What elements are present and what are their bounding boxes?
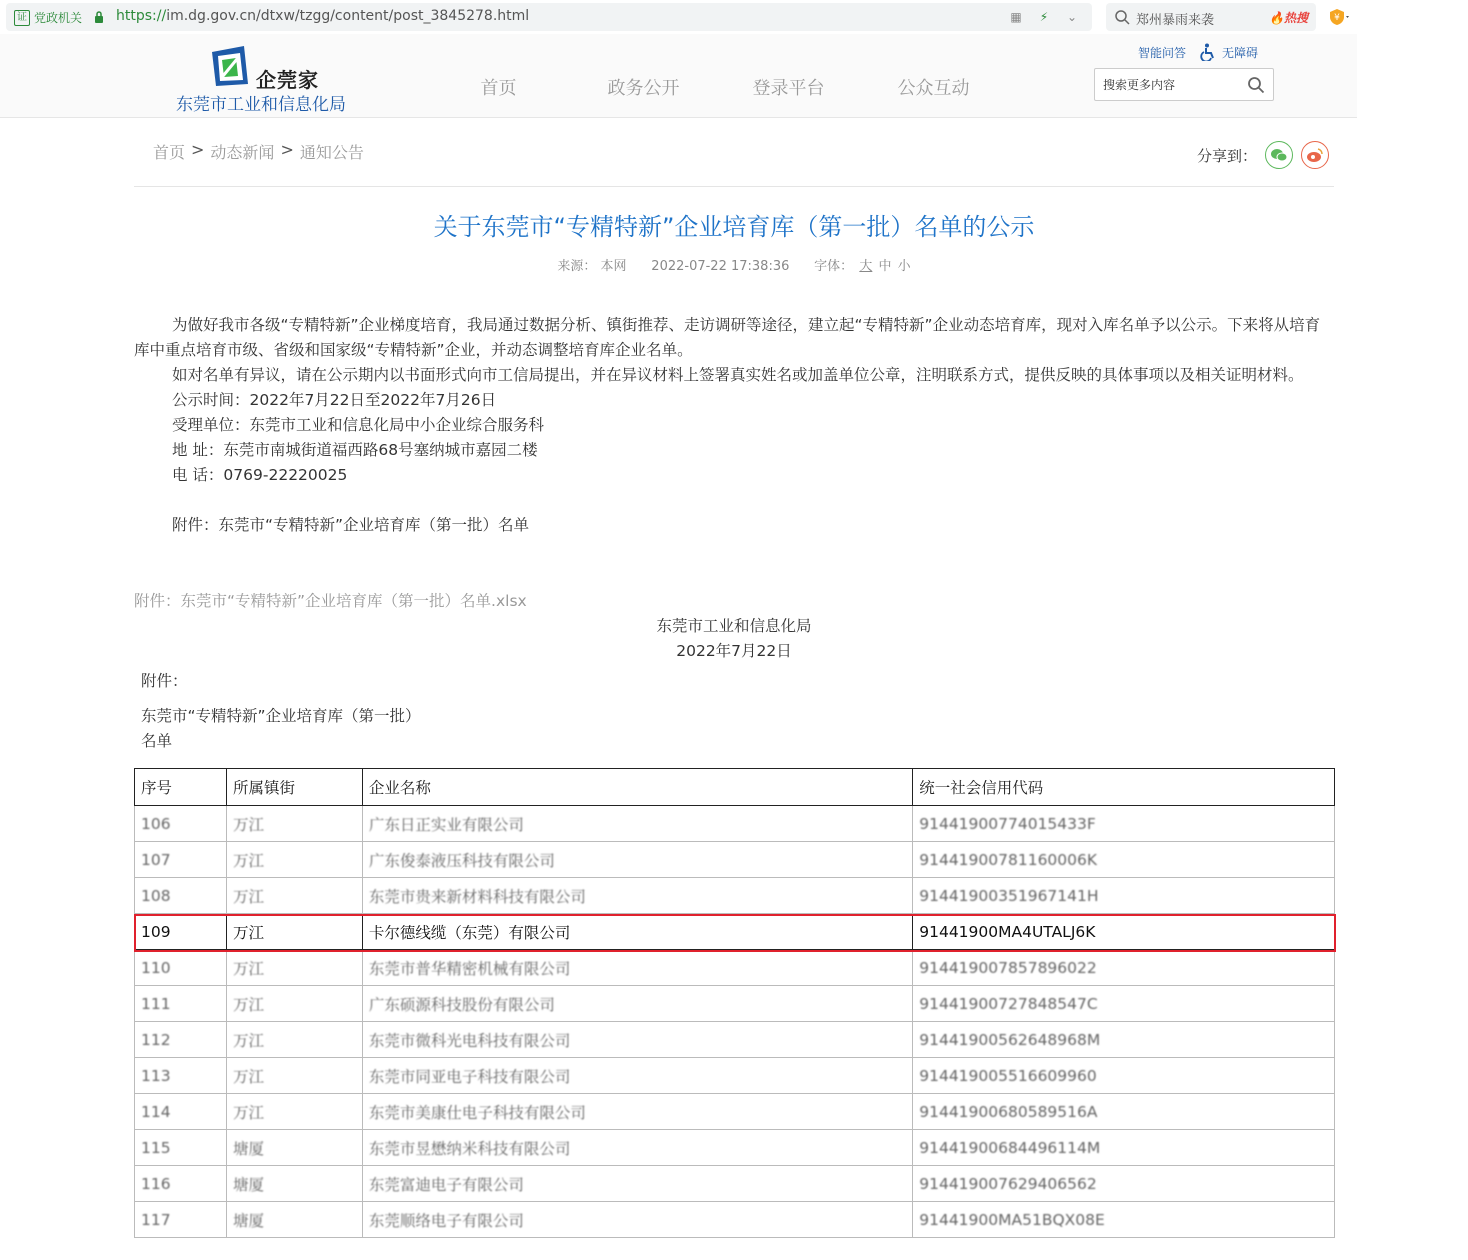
- cell-town: 万江: [226, 806, 362, 842]
- attachment-download-link[interactable]: 附件：东莞市“专精特新”企业培育库（第一批）名单.xlsx: [134, 592, 527, 610]
- cell-serial: 109: [135, 914, 227, 950]
- browser-address-bar: [0, 0, 1357, 34]
- signoff: [134, 614, 1334, 664]
- header-credit-code: 统一社会信用代码: [913, 769, 1335, 806]
- table-row: [135, 878, 1335, 914]
- cell-credit-code: 91441900MA4UTALJ6K: [913, 914, 1335, 950]
- hot-tag-label: 热搜: [1283, 11, 1308, 25]
- header-company: 企业名称: [362, 769, 912, 806]
- lightning-icon[interactable]: ⚡: [1039, 10, 1049, 24]
- attachment-line: 附件：东莞市“专精特新”企业培育库（第一批）名单: [172, 516, 530, 534]
- header-town: 所属镇街: [226, 769, 362, 806]
- article-body: [134, 313, 1329, 538]
- cell-town: 塘厦: [226, 1202, 362, 1238]
- cell-serial: 111: [135, 986, 227, 1022]
- attachment-label: 附件：: [141, 672, 188, 690]
- signoff-date: 2022年7月22日: [676, 642, 792, 660]
- breadcrumb-separator: >: [191, 140, 205, 159]
- article-title: 关于东莞市“专精特新”企业培育库（第一批）名单的公示: [433, 213, 1035, 241]
- cell-town: 万江: [226, 1022, 362, 1058]
- cell-serial: 112: [135, 1022, 227, 1058]
- cell-town: 塘厦: [226, 1166, 362, 1202]
- site-header: [0, 34, 1357, 118]
- cell-company: 东莞市同亚电子科技有限公司: [362, 1058, 912, 1094]
- wechat-share-icon[interactable]: [1265, 141, 1293, 169]
- weibo-share-icon[interactable]: [1301, 141, 1329, 169]
- extension-shield-icon[interactable]: [1329, 7, 1349, 27]
- main-nav: [426, 74, 1006, 100]
- cell-serial: 106: [135, 806, 227, 842]
- zheng-badge-icon: 证: [14, 10, 30, 26]
- accepting-unit: 受理单位：东莞市工业和信息化局中小企业综合服务科: [172, 416, 545, 434]
- cell-credit-code: 91441900727848547C: [913, 986, 1335, 1022]
- cell-serial: 117: [135, 1202, 227, 1238]
- cell-town: 万江: [226, 1058, 362, 1094]
- table-row: [135, 1022, 1335, 1058]
- logo-mark-icon: [208, 44, 252, 88]
- logo-brand: 企莞家: [256, 68, 319, 92]
- cell-town: 万江: [226, 986, 362, 1022]
- cell-serial: 107: [135, 842, 227, 878]
- table-row: [135, 914, 1335, 950]
- url-tools: [1008, 9, 1080, 25]
- cell-credit-code: 914419007857896022: [913, 950, 1335, 986]
- cell-town: 万江: [226, 1094, 362, 1130]
- cell-company: 东莞市微科光电科技有限公司: [362, 1022, 912, 1058]
- nav-public-interaction[interactable]: 公众互动: [897, 78, 970, 99]
- cell-company: 卡尔德线缆（东莞）有限公司: [362, 914, 912, 950]
- article-meta: [134, 255, 1334, 274]
- attachment-title-line1: 东莞市“专精特新”企业培育库（第一批）: [141, 707, 421, 725]
- cell-credit-code: 914419007629406562: [913, 1166, 1335, 1202]
- table-header-row: [135, 769, 1335, 806]
- font-size-medium[interactable]: 中: [878, 259, 892, 274]
- url-bar[interactable]: [6, 3, 1092, 31]
- paragraph-intro: 为做好我市各级“专精特新”企业梯度培育，我局通过数据分析、镇街推荐、走访调研等途径，建立起“专精特新”企业动态培育库，现对入库名单予以公示。下来将从培育库中重点培育市级、省级和国家级“专精特新”企业，并动态调整培育库企业名单。: [134, 316, 1321, 359]
- cell-credit-code: 91441900562648968M: [913, 1022, 1335, 1058]
- enterprise-table: [134, 768, 1335, 1238]
- cell-town: 万江: [226, 878, 362, 914]
- search-icon: [1114, 9, 1130, 25]
- header-serial: 序号: [135, 769, 227, 806]
- paragraph-objection: 如对名单有异议，请在公示期内以书面形式向市工信局提出，并在异议材料上签署真实姓名或加盖单位公章，注明联系方式，提供反映的具体事项以及相关证明材料。: [171, 366, 1304, 384]
- cell-serial: 114: [135, 1094, 227, 1130]
- cell-serial: 116: [135, 1166, 227, 1202]
- font-size-label: 字体：: [814, 259, 854, 274]
- table-row: [135, 1166, 1335, 1202]
- utility-links: [1138, 43, 1258, 61]
- breadcrumb-news[interactable]: 动态新闻: [210, 143, 275, 162]
- cell-company: 东莞市普华精密机械有限公司: [362, 950, 912, 986]
- cell-company: 东莞市美康仕电子科技有限公司: [362, 1094, 912, 1130]
- cell-town: 塘厦: [226, 1130, 362, 1166]
- signoff-org: 东莞市工业和信息化局: [656, 617, 812, 635]
- site-logo[interactable]: [176, 42, 366, 116]
- gov-agency-badge: [14, 9, 82, 26]
- accessibility-link[interactable]: [1200, 43, 1258, 61]
- accessibility-label: 无障碍: [1222, 45, 1259, 60]
- hot-search-box[interactable]: [1106, 3, 1316, 31]
- publish-datetime: 2022-07-22 17:38:36: [651, 259, 790, 274]
- cell-serial: 115: [135, 1130, 227, 1166]
- accessibility-icon: [1200, 43, 1216, 61]
- url-scheme: https://: [116, 8, 167, 24]
- attachment-title-line2: 名单: [141, 732, 173, 750]
- site-search: [1094, 68, 1274, 101]
- svg-text:¥: ¥: [1334, 13, 1340, 23]
- cell-company: 东莞顺络电子有限公司: [362, 1202, 912, 1238]
- source-value: 本网: [600, 259, 627, 274]
- font-size-large[interactable]: 大: [859, 259, 873, 274]
- share-bar: [1197, 141, 1329, 169]
- notice-period: 公示时间：2022年7月22日至2022年7月26日: [172, 391, 497, 409]
- cell-company: 广东硕源科技股份有限公司: [362, 986, 912, 1022]
- cell-credit-code: 91441900680589516A: [913, 1094, 1335, 1130]
- nav-login-platform[interactable]: 登录平台: [752, 78, 825, 99]
- smart-qa-link[interactable]: 智能问答: [1138, 45, 1187, 60]
- url-path: im.dg.gov.cn/dtxw/tzgg/content/post_3845278.html: [166, 8, 530, 24]
- qr-code-icon[interactable]: ▦: [1010, 10, 1022, 24]
- nav-home[interactable]: 首页: [480, 78, 517, 99]
- table-row: [135, 986, 1335, 1022]
- url-text[interactable]: [116, 8, 529, 24]
- table-row: [135, 806, 1335, 842]
- cell-company: 广东日正实业有限公司: [362, 806, 912, 842]
- logo-org-name: 东莞市工业和信息化局: [176, 95, 346, 115]
- breadcrumb-notices[interactable]: 通知公告: [299, 143, 364, 162]
- table-row: [135, 1130, 1335, 1166]
- chevron-down-icon[interactable]: ⌄: [1066, 10, 1078, 24]
- cell-town: 万江: [226, 950, 362, 986]
- lock-icon: [94, 10, 104, 24]
- cell-company: 东莞富迪电子有限公司: [362, 1166, 912, 1202]
- cell-credit-code: 91441900774015433F: [913, 806, 1335, 842]
- breadcrumb-separator: >: [280, 140, 294, 159]
- cell-credit-code: 91441900684496114M: [913, 1130, 1335, 1166]
- contact-address: 地 址：东莞市南城街道福西路68号塞纳城市嘉园二楼: [172, 441, 538, 459]
- divider: [134, 186, 1334, 187]
- breadcrumb-home[interactable]: 首页: [153, 143, 186, 162]
- gov-badge-label: 党政机关: [34, 11, 83, 25]
- attachment-title: [141, 704, 461, 754]
- source-label: 来源：: [557, 259, 597, 274]
- table-row: [135, 1094, 1335, 1130]
- contact-phone: 电 话：0769-22220025: [172, 466, 348, 484]
- cell-credit-code: 91441900351967141H: [913, 878, 1335, 914]
- share-label: 分享到：: [1197, 146, 1258, 165]
- search-input[interactable]: [1103, 75, 1243, 95]
- cell-serial: 110: [135, 950, 227, 986]
- breadcrumb: [153, 140, 364, 163]
- cell-town: 万江: [226, 842, 362, 878]
- cell-serial: 113: [135, 1058, 227, 1094]
- table-row: [135, 1058, 1335, 1094]
- table-row: [135, 842, 1335, 878]
- table-row: [135, 950, 1335, 986]
- cell-company: 东莞市贵来新材料科技有限公司: [362, 878, 912, 914]
- cell-serial: 108: [135, 878, 227, 914]
- cell-credit-code: 914419005516609960: [913, 1058, 1335, 1094]
- cell-credit-code: 91441900781160006K: [913, 842, 1335, 878]
- cell-credit-code: 91441900MA51BQX08E: [913, 1202, 1335, 1238]
- hot-search-query: 郑州暴雨来袭: [1136, 13, 1215, 28]
- font-size-small[interactable]: 小: [897, 259, 911, 274]
- cell-company: 广东俊泰液压科技有限公司: [362, 842, 912, 878]
- cell-company: 东莞市昱懋纳米科技有限公司: [362, 1130, 912, 1166]
- hot-search-tag: 🔥热搜: [1269, 11, 1308, 25]
- nav-gov-affairs[interactable]: 政务公开: [607, 78, 680, 99]
- table-row: [135, 1202, 1335, 1238]
- cell-town: 万江: [226, 914, 362, 950]
- search-icon[interactable]: [1247, 76, 1265, 94]
